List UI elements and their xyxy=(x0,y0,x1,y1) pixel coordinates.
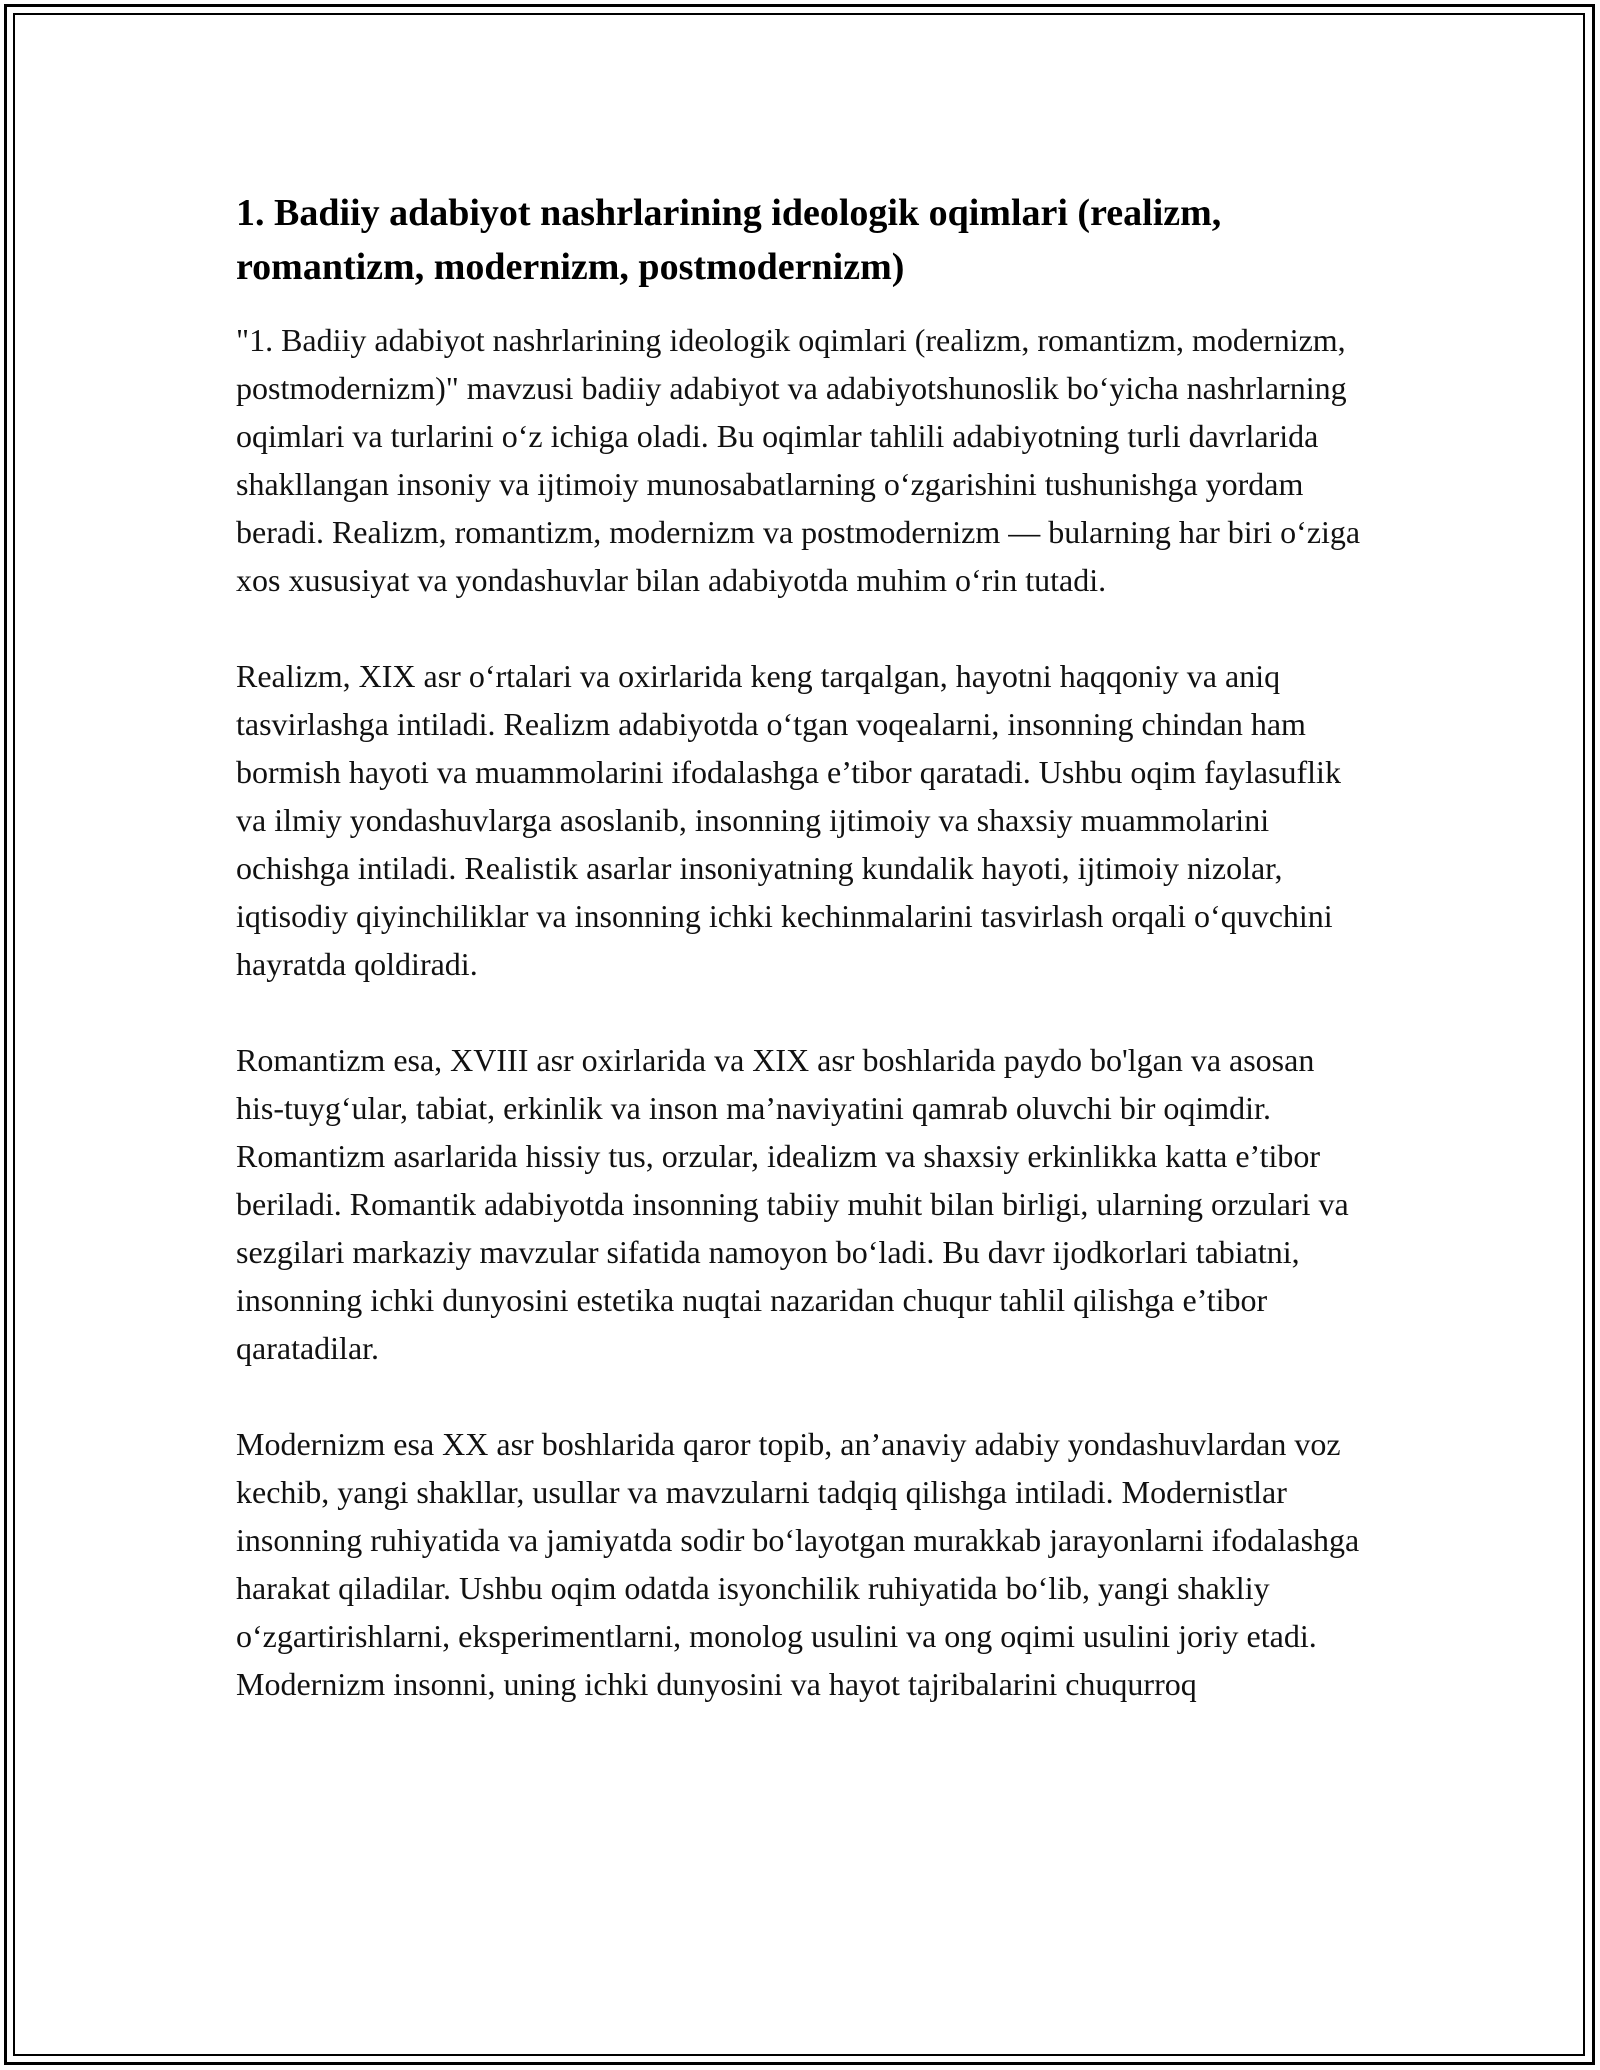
paragraph-intro: "1. Badiiy adabiyot nashrlarining ideologik oqimlari (realizm, romantizm, modernizm, postmodernizm)" mavzusi badiiy adabiyot va adabiyotshunoslik bo‘yicha nashrlarning oqimlari va turlarini o‘z ichiga oladi. Bu oqimlar tahlili adabiyotning turli davrlarida shakllangan insoniy va ijtimoiy munosabatlarning o‘zgarishini tushunishga yordam beradi. Realizm, romantizm, modernizm va postmodernizm — bularning har biri o‘ziga xos xususiyat va yondashuvlar bilan adabiyotda muhim o‘rin tutadi. xyxy=(236,322,1361,598)
paragraph-modernizm: Modernizm esa XX asr boshlarida qaror topib, an’anaviy adabiy yondashuvlardan voz kechib, yangi shakllar, usullar va mavzularni tadqiq qilishga intiladi. Modernistlar insonning ruhiyatida va jamiyatda sodir bo‘layotgan murakkab jarayonlarni ifodalashga harakat qiladilar. Ushbu oqim odatda isyonchilik ruhiyatida bo‘lib, yangi shakliy o‘zgartirishlarni, eksperimentlarni, monolog usulini va ong oqimi usulini joriy etadi. Modernizm insonni, uning ichki dunyosini va hayot tajribalarini chuqurroq xyxy=(236,1426,1360,1702)
paragraph-realizm: Realizm, XIX asr o‘rtalari va oxirlarida keng tarqalgan, hayotni haqqoniy va aniq tasvirlashga intiladi. Realizm adabiyotda o‘tgan voqealarni, insonning chindan ham bormish hayoti va muammolarini ifodalashga e’tibor qaratadi. Ushbu oqim faylasuflik va ilmiy yondashuvlarga asoslanib, insonning ijtimoiy va shaxsiy muammolarini ochishga intiladi. Realistik asarlar insoniyatning kundalik hayoti, ijtimoiy nizolar, iqtisodiy qiyinchiliklar va insonning ichki kechinmalarini tasvirlash orqali o‘quvchini hayratda qoldiradi. xyxy=(236,658,1341,982)
document-body xyxy=(236,186,1366,1756)
section-heading: 1. Badiiy adabiyot nashrlarining ideologik oqimlari (realizm, romantizm, modernizm, postmodernizm) xyxy=(236,192,1222,288)
paragraph-romantizm: Romantizm esa, XVIII asr oxirlarida va XIX asr boshlarida paydo bo'lgan va asosan his-tuyg‘ular, tabiat, erkinlik va inson ma’naviyatini qamrab oluvchi bir oqimdir. Romantizm asarlarida hissiy tus, orzular, idealizm va shaxsiy erkinlikka katta e’tibor beriladi. Romantik adabiyotda insonning tabiiy muhit bilan birligi, ularning orzulari va sezgilari markaziy mavzular sifatida namoyon bo‘ladi. Bu davr ijodkorlari tabiatni, insonning ichki dunyosini estetika nuqtai nazaridan chuqur tahlil qilishga e’tibor qaratadilar. xyxy=(236,1042,1349,1366)
